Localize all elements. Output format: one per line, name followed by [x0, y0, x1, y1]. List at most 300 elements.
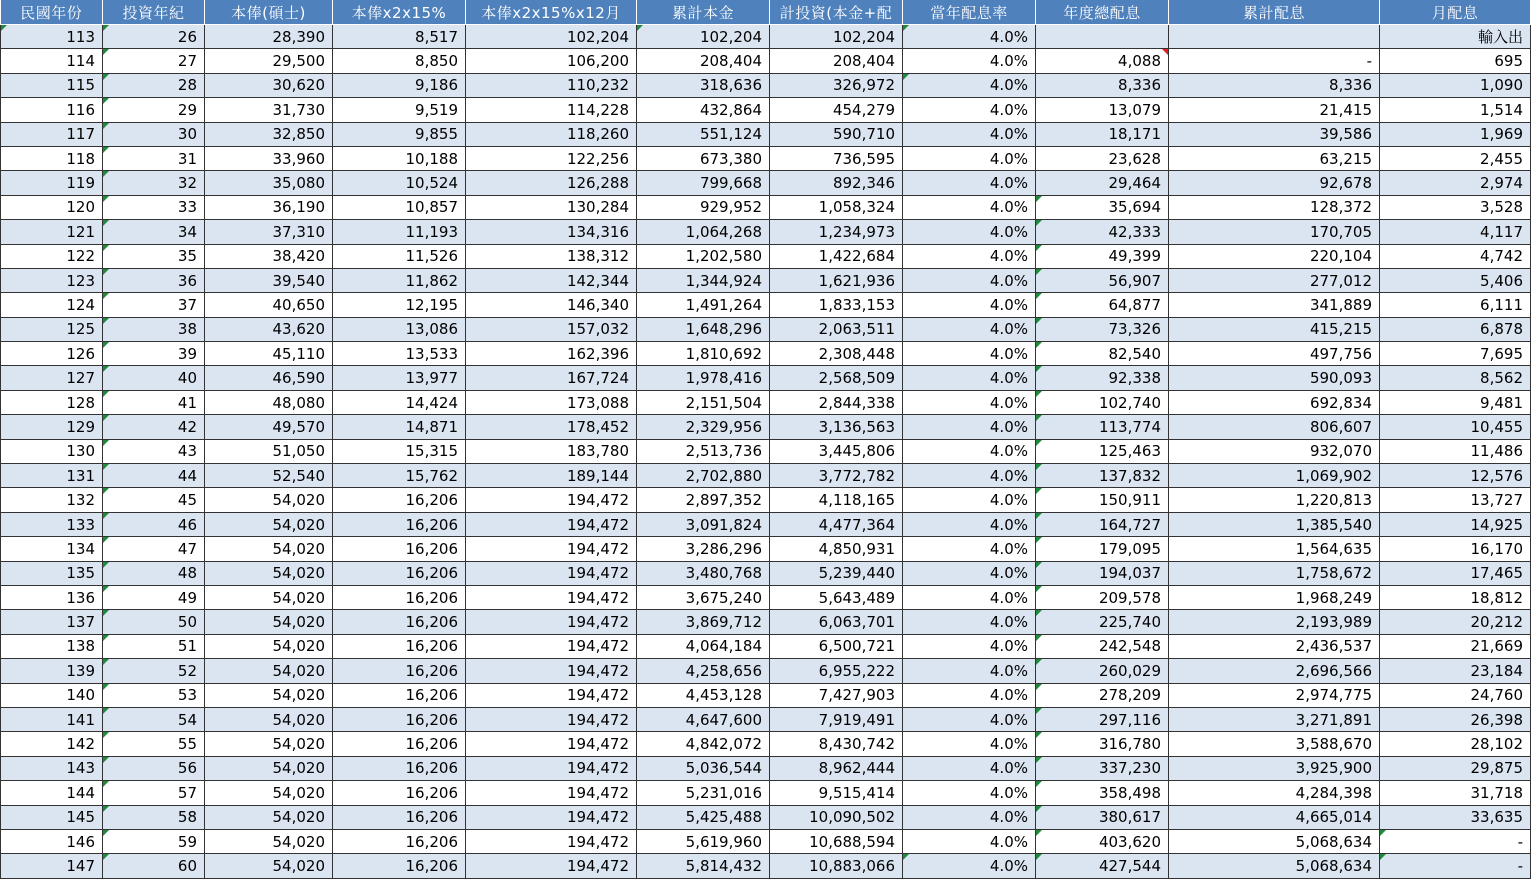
- table-cell[interactable]: 138,312: [466, 244, 637, 268]
- table-cell[interactable]: 1,058,324: [770, 195, 903, 219]
- table-cell[interactable]: 208,404: [637, 49, 770, 73]
- table-cell[interactable]: 40,650: [205, 293, 333, 317]
- table-cell[interactable]: 123: [1, 268, 103, 292]
- table-cell[interactable]: 28,102: [1380, 732, 1531, 756]
- table-cell[interactable]: 54,020: [205, 756, 333, 780]
- table-cell[interactable]: 4.0%: [903, 98, 1036, 122]
- table-cell[interactable]: 17,465: [1380, 561, 1531, 585]
- table-cell[interactable]: 16,206: [333, 854, 466, 878]
- table-cell[interactable]: 5,231,016: [637, 781, 770, 805]
- table-cell[interactable]: 28: [103, 73, 205, 97]
- table-cell[interactable]: 4.0%: [903, 293, 1036, 317]
- table-cell[interactable]: 1,621,936: [770, 268, 903, 292]
- table-cell[interactable]: 113,774: [1036, 415, 1169, 439]
- table-cell[interactable]: 4.0%: [903, 390, 1036, 414]
- table-cell[interactable]: 3,091,824: [637, 512, 770, 536]
- table-cell[interactable]: 118,260: [466, 122, 637, 146]
- table-cell[interactable]: 1,810,692: [637, 342, 770, 366]
- table-cell[interactable]: 128: [1, 390, 103, 414]
- table-cell[interactable]: 31,730: [205, 98, 333, 122]
- table-cell[interactable]: 1,978,416: [637, 366, 770, 390]
- table-cell[interactable]: 1,344,924: [637, 268, 770, 292]
- table-cell[interactable]: 4.0%: [903, 439, 1036, 463]
- table-cell[interactable]: 146: [1, 829, 103, 853]
- table-cell[interactable]: 54,020: [205, 537, 333, 561]
- table-cell[interactable]: 4.0%: [903, 585, 1036, 609]
- table-cell[interactable]: 13,079: [1036, 98, 1169, 122]
- table-cell[interactable]: 2,844,338: [770, 390, 903, 414]
- table-cell[interactable]: 8,336: [1036, 73, 1169, 97]
- table-cell[interactable]: 23,628: [1036, 146, 1169, 170]
- table-cell[interactable]: 141: [1, 707, 103, 731]
- table-cell[interactable]: 10,188: [333, 146, 466, 170]
- table-cell[interactable]: 2,193,989: [1169, 610, 1380, 634]
- table-cell[interactable]: 135: [1, 561, 103, 585]
- table-cell[interactable]: 194,472: [466, 634, 637, 658]
- table-cell[interactable]: 10,524: [333, 171, 466, 195]
- table-cell[interactable]: 16,206: [333, 781, 466, 805]
- table-cell[interactable]: 50: [103, 610, 205, 634]
- table-cell[interactable]: 54,020: [205, 512, 333, 536]
- table-cell[interactable]: 194,472: [466, 561, 637, 585]
- table-cell[interactable]: 4.0%: [903, 732, 1036, 756]
- table-cell[interactable]: 46: [103, 512, 205, 536]
- table-cell[interactable]: 10,455: [1380, 415, 1531, 439]
- table-cell[interactable]: -: [1169, 49, 1380, 73]
- table-cell[interactable]: 42,333: [1036, 220, 1169, 244]
- table-cell[interactable]: 4.0%: [903, 49, 1036, 73]
- table-cell[interactable]: 52,540: [205, 464, 333, 488]
- table-cell[interactable]: 21,415: [1169, 98, 1380, 122]
- table-cell[interactable]: 2,974,775: [1169, 683, 1380, 707]
- table-cell[interactable]: 54,020: [205, 561, 333, 585]
- table-cell[interactable]: 4.0%: [903, 268, 1036, 292]
- table-cell[interactable]: 2,568,509: [770, 366, 903, 390]
- table-cell[interactable]: 1,090: [1380, 73, 1531, 97]
- table-cell[interactable]: 134,316: [466, 220, 637, 244]
- table-cell[interactable]: 49,399: [1036, 244, 1169, 268]
- table-cell[interactable]: 150,911: [1036, 488, 1169, 512]
- table-cell[interactable]: 146,340: [466, 293, 637, 317]
- table-cell[interactable]: 5,068,634: [1169, 854, 1380, 878]
- table-cell[interactable]: 318,636: [637, 73, 770, 97]
- table-cell[interactable]: 16,206: [333, 561, 466, 585]
- table-cell[interactable]: 16,206: [333, 732, 466, 756]
- table-cell[interactable]: 2,702,880: [637, 464, 770, 488]
- table-cell[interactable]: 5,036,544: [637, 756, 770, 780]
- table-cell[interactable]: 46,590: [205, 366, 333, 390]
- table-cell[interactable]: 16,206: [333, 537, 466, 561]
- table-cell[interactable]: 16,206: [333, 585, 466, 609]
- table-cell[interactable]: 1,968,249: [1169, 585, 1380, 609]
- table-cell[interactable]: 695: [1380, 49, 1531, 73]
- table-cell[interactable]: 102,204: [770, 25, 903, 49]
- table-cell[interactable]: 27: [103, 49, 205, 73]
- table-cell[interactable]: 127: [1, 366, 103, 390]
- table-cell[interactable]: 34: [103, 220, 205, 244]
- table-cell[interactable]: 5,425,488: [637, 805, 770, 829]
- table-cell[interactable]: 11,486: [1380, 439, 1531, 463]
- table-cell[interactable]: 194,472: [466, 732, 637, 756]
- table-cell[interactable]: 208,404: [770, 49, 903, 73]
- table-cell[interactable]: 5,643,489: [770, 585, 903, 609]
- table-cell[interactable]: 1,564,635: [1169, 537, 1380, 561]
- table-cell[interactable]: 14,925: [1380, 512, 1531, 536]
- table-cell[interactable]: 4.0%: [903, 195, 1036, 219]
- table-cell[interactable]: 10,090,502: [770, 805, 903, 829]
- table-cell[interactable]: 4.0%: [903, 342, 1036, 366]
- table-cell[interactable]: 4.0%: [903, 25, 1036, 49]
- table-cell[interactable]: 126,288: [466, 171, 637, 195]
- table-cell[interactable]: 4.0%: [903, 707, 1036, 731]
- table-cell[interactable]: 2,063,511: [770, 317, 903, 341]
- table-cell[interactable]: 45,110: [205, 342, 333, 366]
- header-cell-total-investment[interactable]: 計投資(本金+配: [770, 0, 903, 25]
- table-cell[interactable]: 56: [103, 756, 205, 780]
- table-cell[interactable]: 60: [103, 854, 205, 878]
- table-cell[interactable]: 3,286,296: [637, 537, 770, 561]
- table-cell[interactable]: 1,969: [1380, 122, 1531, 146]
- table-cell[interactable]: 806,607: [1169, 415, 1380, 439]
- table-cell[interactable]: 35,694: [1036, 195, 1169, 219]
- table-cell[interactable]: 590,093: [1169, 366, 1380, 390]
- table-cell[interactable]: 49: [103, 585, 205, 609]
- header-cell-annual-dividend[interactable]: 年度總配息: [1036, 0, 1169, 25]
- table-cell[interactable]: 2,308,448: [770, 342, 903, 366]
- table-cell[interactable]: 54,020: [205, 707, 333, 731]
- table-cell[interactable]: 189,144: [466, 464, 637, 488]
- table-cell[interactable]: 4,284,398: [1169, 781, 1380, 805]
- table-cell[interactable]: 260,029: [1036, 659, 1169, 683]
- table-cell[interactable]: 117: [1, 122, 103, 146]
- table-cell[interactable]: 1,220,813: [1169, 488, 1380, 512]
- table-cell[interactable]: 18,171: [1036, 122, 1169, 146]
- table-cell[interactable]: -: [1380, 829, 1531, 853]
- table-cell[interactable]: 6,500,721: [770, 634, 903, 658]
- table-cell[interactable]: 125: [1, 317, 103, 341]
- table-cell[interactable]: 16,206: [333, 488, 466, 512]
- table-cell[interactable]: 4.0%: [903, 805, 1036, 829]
- table-cell[interactable]: 51: [103, 634, 205, 658]
- table-cell[interactable]: 162,396: [466, 342, 637, 366]
- table-cell[interactable]: 8,517: [333, 25, 466, 49]
- table-cell[interactable]: 9,515,414: [770, 781, 903, 805]
- table-cell[interactable]: 551,124: [637, 122, 770, 146]
- table-cell[interactable]: 4.0%: [903, 561, 1036, 585]
- table-cell[interactable]: 3,869,712: [637, 610, 770, 634]
- table-cell[interactable]: 115: [1, 73, 103, 97]
- table-cell[interactable]: 932,070: [1169, 439, 1380, 463]
- table-cell[interactable]: 137: [1, 610, 103, 634]
- table-cell[interactable]: 30,620: [205, 73, 333, 97]
- header-cell-monthly-contribution[interactable]: 本俸x2x15%: [333, 0, 466, 25]
- table-cell[interactable]: 4,453,128: [637, 683, 770, 707]
- table-cell[interactable]: 1,514: [1380, 98, 1531, 122]
- table-cell[interactable]: 130: [1, 439, 103, 463]
- table-cell[interactable]: 9,481: [1380, 390, 1531, 414]
- table-cell[interactable]: 178,452: [466, 415, 637, 439]
- table-cell[interactable]: 220,104: [1169, 244, 1380, 268]
- table-cell[interactable]: 3,480,768: [637, 561, 770, 585]
- table-cell[interactable]: 4,118,165: [770, 488, 903, 512]
- table-cell[interactable]: 16,170: [1380, 537, 1531, 561]
- table-cell[interactable]: 6,063,701: [770, 610, 903, 634]
- table-cell[interactable]: 209,578: [1036, 585, 1169, 609]
- table-cell[interactable]: 4.0%: [903, 537, 1036, 561]
- table-cell[interactable]: 1,491,264: [637, 293, 770, 317]
- table-cell[interactable]: 1,064,268: [637, 220, 770, 244]
- table-cell[interactable]: 59: [103, 829, 205, 853]
- table-cell[interactable]: 18,812: [1380, 585, 1531, 609]
- table-cell[interactable]: 8,850: [333, 49, 466, 73]
- table-cell[interactable]: 3,136,563: [770, 415, 903, 439]
- table-cell[interactable]: 8,562: [1380, 366, 1531, 390]
- table-cell[interactable]: 24,760: [1380, 683, 1531, 707]
- table-cell[interactable]: 121: [1, 220, 103, 244]
- table-cell[interactable]: 8,336: [1169, 73, 1380, 97]
- table-cell[interactable]: 43: [103, 439, 205, 463]
- table-cell[interactable]: 129: [1, 415, 103, 439]
- table-cell[interactable]: 194,472: [466, 610, 637, 634]
- table-cell[interactable]: 55: [103, 732, 205, 756]
- table-cell[interactable]: 122,256: [466, 146, 637, 170]
- table-cell[interactable]: 16,206: [333, 512, 466, 536]
- table-cell[interactable]: 157,032: [466, 317, 637, 341]
- table-cell[interactable]: 16,206: [333, 634, 466, 658]
- table-cell[interactable]: 194,472: [466, 537, 637, 561]
- table-cell[interactable]: 427,544: [1036, 854, 1169, 878]
- table-cell[interactable]: 44: [103, 464, 205, 488]
- table-cell[interactable]: 183,780: [466, 439, 637, 463]
- table-cell[interactable]: 179,095: [1036, 537, 1169, 561]
- table-cell[interactable]: 4.0%: [903, 756, 1036, 780]
- table-cell[interactable]: 5,619,960: [637, 829, 770, 853]
- table-cell[interactable]: 13,533: [333, 342, 466, 366]
- table-cell[interactable]: 130,284: [466, 195, 637, 219]
- table-cell[interactable]: 4.0%: [903, 171, 1036, 195]
- table-cell[interactable]: 4.0%: [903, 73, 1036, 97]
- table-cell[interactable]: 15,762: [333, 464, 466, 488]
- table-cell[interactable]: 673,380: [637, 146, 770, 170]
- table-cell[interactable]: 4,088: [1036, 49, 1169, 73]
- table-cell[interactable]: 139: [1, 659, 103, 683]
- table-cell[interactable]: 590,710: [770, 122, 903, 146]
- table-cell[interactable]: 33: [103, 195, 205, 219]
- table-cell[interactable]: 35: [103, 244, 205, 268]
- table-cell[interactable]: 20,212: [1380, 610, 1531, 634]
- table-cell[interactable]: 692,834: [1169, 390, 1380, 414]
- table-cell[interactable]: 6,955,222: [770, 659, 903, 683]
- header-cell-cumulative-principal[interactable]: 累計本金: [637, 0, 770, 25]
- table-cell[interactable]: 2,455: [1380, 146, 1531, 170]
- table-cell[interactable]: 118: [1, 146, 103, 170]
- table-cell[interactable]: 31,718: [1380, 781, 1531, 805]
- table-cell[interactable]: 170,705: [1169, 220, 1380, 244]
- table-cell[interactable]: 14,424: [333, 390, 466, 414]
- table-cell[interactable]: 194,472: [466, 781, 637, 805]
- table-cell[interactable]: 136: [1, 585, 103, 609]
- table-cell[interactable]: 114: [1, 49, 103, 73]
- header-cell-base-salary[interactable]: 本俸(碩士): [205, 0, 333, 25]
- table-cell[interactable]: 13,727: [1380, 488, 1531, 512]
- table-cell[interactable]: 15,315: [333, 439, 466, 463]
- table-cell[interactable]: 29,875: [1380, 756, 1531, 780]
- table-cell[interactable]: 1,833,153: [770, 293, 903, 317]
- table-cell[interactable]: 194,472: [466, 488, 637, 512]
- table-cell[interactable]: 9,519: [333, 98, 466, 122]
- table-cell[interactable]: 142,344: [466, 268, 637, 292]
- table-cell[interactable]: 7,919,491: [770, 707, 903, 731]
- table-cell[interactable]: 2,151,504: [637, 390, 770, 414]
- table-cell[interactable]: -: [1380, 854, 1531, 878]
- table-cell[interactable]: 173,088: [466, 390, 637, 414]
- table-cell[interactable]: 4.0%: [903, 146, 1036, 170]
- table-cell[interactable]: 33,635: [1380, 805, 1531, 829]
- table-cell[interactable]: 12,195: [333, 293, 466, 317]
- table-cell[interactable]: 126: [1, 342, 103, 366]
- table-cell[interactable]: 929,952: [637, 195, 770, 219]
- table-cell[interactable]: 54,020: [205, 683, 333, 707]
- table-cell[interactable]: 16,206: [333, 805, 466, 829]
- table-cell[interactable]: 194,472: [466, 585, 637, 609]
- table-cell[interactable]: 144: [1, 781, 103, 805]
- table-cell[interactable]: 1,422,684: [770, 244, 903, 268]
- table-cell[interactable]: 4.0%: [903, 512, 1036, 536]
- table-cell[interactable]: 73,326: [1036, 317, 1169, 341]
- table-cell[interactable]: 52: [103, 659, 205, 683]
- table-cell[interactable]: 39: [103, 342, 205, 366]
- table-cell[interactable]: 2,974: [1380, 171, 1531, 195]
- table-cell[interactable]: 32,850: [205, 122, 333, 146]
- table-cell[interactable]: 45: [103, 488, 205, 512]
- table-cell[interactable]: 194,037: [1036, 561, 1169, 585]
- table-cell[interactable]: 49,570: [205, 415, 333, 439]
- table-cell[interactable]: 47: [103, 537, 205, 561]
- table-cell[interactable]: 137,832: [1036, 464, 1169, 488]
- table-cell[interactable]: 38: [103, 317, 205, 341]
- table-cell[interactable]: 4.0%: [903, 634, 1036, 658]
- table-cell[interactable]: 輸入出: [1380, 25, 1531, 49]
- table-cell[interactable]: 3,271,891: [1169, 707, 1380, 731]
- table-cell[interactable]: 4.0%: [903, 464, 1036, 488]
- table-cell[interactable]: 54,020: [205, 659, 333, 683]
- table-cell[interactable]: 10,688,594: [770, 829, 903, 853]
- table-cell[interactable]: [1036, 25, 1169, 49]
- table-cell[interactable]: 7,695: [1380, 342, 1531, 366]
- table-cell[interactable]: 48,080: [205, 390, 333, 414]
- table-cell[interactable]: 23,184: [1380, 659, 1531, 683]
- table-cell[interactable]: 64,877: [1036, 293, 1169, 317]
- table-cell[interactable]: 5,406: [1380, 268, 1531, 292]
- table-cell[interactable]: 278,209: [1036, 683, 1169, 707]
- table-cell[interactable]: 138: [1, 634, 103, 658]
- table-cell[interactable]: 92,678: [1169, 171, 1380, 195]
- table-cell[interactable]: 403,620: [1036, 829, 1169, 853]
- table-cell[interactable]: 39,586: [1169, 122, 1380, 146]
- table-cell[interactable]: 337,230: [1036, 756, 1169, 780]
- table-cell[interactable]: 4,665,014: [1169, 805, 1380, 829]
- header-cell-cumulative-dividend[interactable]: 累計配息: [1169, 0, 1380, 25]
- table-cell[interactable]: 799,668: [637, 171, 770, 195]
- table-cell[interactable]: 54: [103, 707, 205, 731]
- table-cell[interactable]: 120: [1, 195, 103, 219]
- table-cell[interactable]: 29,500: [205, 49, 333, 73]
- table-cell[interactable]: 16,206: [333, 610, 466, 634]
- table-cell[interactable]: 6,878: [1380, 317, 1531, 341]
- table-cell[interactable]: 102,204: [637, 25, 770, 49]
- table-cell[interactable]: 5,814,432: [637, 854, 770, 878]
- table-cell[interactable]: 11,193: [333, 220, 466, 244]
- header-cell-year[interactable]: 民國年份: [1, 0, 103, 25]
- table-cell[interactable]: 194,472: [466, 829, 637, 853]
- table-cell[interactable]: 133: [1, 512, 103, 536]
- table-cell[interactable]: 194,472: [466, 707, 637, 731]
- table-cell[interactable]: 145: [1, 805, 103, 829]
- table-cell[interactable]: 58: [103, 805, 205, 829]
- table-cell[interactable]: 31: [103, 146, 205, 170]
- table-cell[interactable]: 21,669: [1380, 634, 1531, 658]
- header-cell-monthly-dividend[interactable]: 月配息: [1380, 0, 1531, 25]
- table-cell[interactable]: 892,346: [770, 171, 903, 195]
- table-cell[interactable]: 194,472: [466, 756, 637, 780]
- table-cell[interactable]: 53: [103, 683, 205, 707]
- table-cell[interactable]: 4.0%: [903, 220, 1036, 244]
- table-cell[interactable]: 140: [1, 683, 103, 707]
- table-cell[interactable]: 194,472: [466, 659, 637, 683]
- table-cell[interactable]: 4,064,184: [637, 634, 770, 658]
- table-cell[interactable]: 29: [103, 98, 205, 122]
- table-cell[interactable]: 4.0%: [903, 854, 1036, 878]
- table-cell[interactable]: 36: [103, 268, 205, 292]
- table-cell[interactable]: 132: [1, 488, 103, 512]
- table-cell[interactable]: 4.0%: [903, 317, 1036, 341]
- table-cell[interactable]: 5,068,634: [1169, 829, 1380, 853]
- table-cell[interactable]: 13,086: [333, 317, 466, 341]
- table-cell[interactable]: 54,020: [205, 610, 333, 634]
- table-cell[interactable]: 116: [1, 98, 103, 122]
- table-cell[interactable]: 10,883,066: [770, 854, 903, 878]
- table-cell[interactable]: 41: [103, 390, 205, 414]
- table-cell[interactable]: 37: [103, 293, 205, 317]
- table-cell[interactable]: 1,758,672: [1169, 561, 1380, 585]
- table-cell[interactable]: 147: [1, 854, 103, 878]
- table-cell[interactable]: 4,477,364: [770, 512, 903, 536]
- table-cell[interactable]: 54,020: [205, 634, 333, 658]
- table-cell[interactable]: 131: [1, 464, 103, 488]
- table-cell[interactable]: 39,540: [205, 268, 333, 292]
- table-cell[interactable]: 26,398: [1380, 707, 1531, 731]
- table-cell[interactable]: 54,020: [205, 585, 333, 609]
- table-cell[interactable]: 194,472: [466, 512, 637, 536]
- table-cell[interactable]: 4.0%: [903, 122, 1036, 146]
- table-cell[interactable]: 4,850,931: [770, 537, 903, 561]
- table-cell[interactable]: 54,020: [205, 829, 333, 853]
- table-cell[interactable]: 28,390: [205, 25, 333, 49]
- table-cell[interactable]: 82,540: [1036, 342, 1169, 366]
- table-cell[interactable]: 40: [103, 366, 205, 390]
- table-cell[interactable]: 164,727: [1036, 512, 1169, 536]
- table-cell[interactable]: 37,310: [205, 220, 333, 244]
- table-cell[interactable]: 36,190: [205, 195, 333, 219]
- table-cell[interactable]: 4.0%: [903, 683, 1036, 707]
- table-cell[interactable]: 167,724: [466, 366, 637, 390]
- table-cell[interactable]: 4,842,072: [637, 732, 770, 756]
- table-cell[interactable]: 51,050: [205, 439, 333, 463]
- table-cell[interactable]: 1,202,580: [637, 244, 770, 268]
- table-cell[interactable]: 54,020: [205, 805, 333, 829]
- table-cell[interactable]: 225,740: [1036, 610, 1169, 634]
- table-cell[interactable]: 1,385,540: [1169, 512, 1380, 536]
